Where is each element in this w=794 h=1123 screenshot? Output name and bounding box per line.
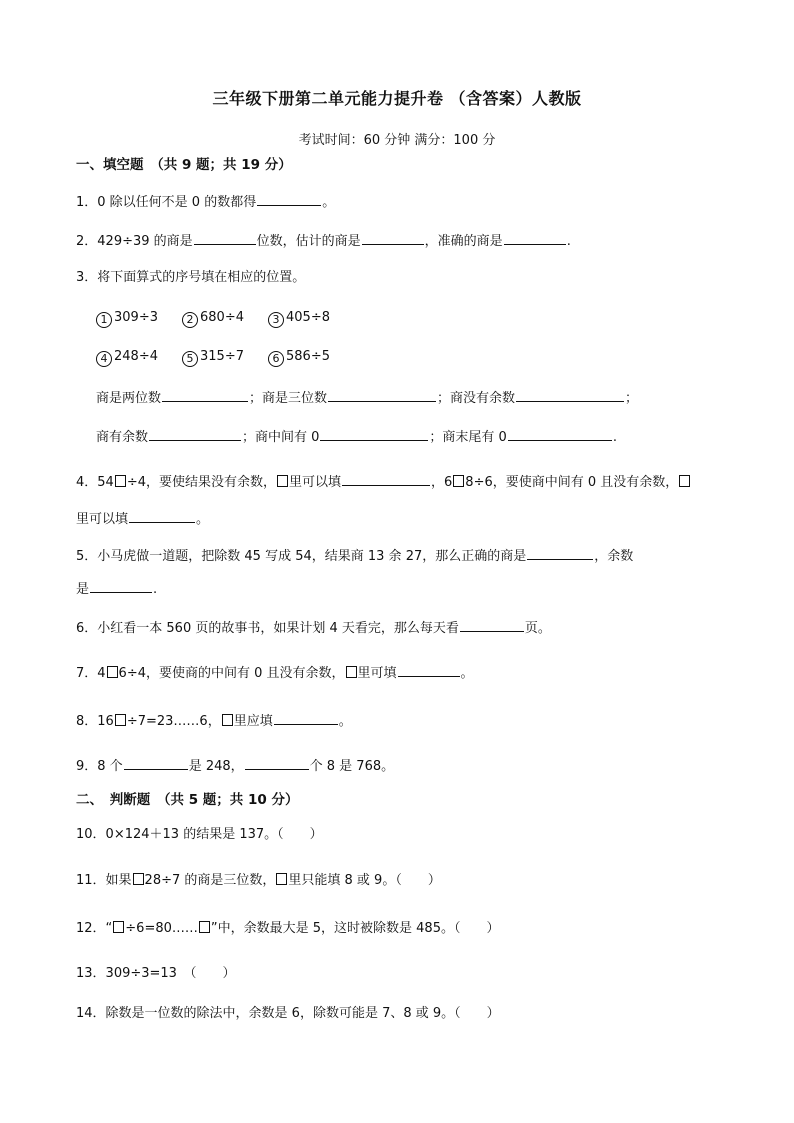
answer-blank[interactable] bbox=[320, 426, 428, 441]
q2-text-b: 位数，估计的商是 bbox=[256, 234, 361, 249]
square-placeholder-icon bbox=[276, 873, 287, 885]
q1-text: 1．0 除以任何不是 0 的数都得 bbox=[76, 195, 257, 210]
circled-number: 3 bbox=[268, 312, 284, 328]
question-3: 3．将下面算式的序号填在相应的位置。 bbox=[76, 270, 306, 285]
q12-text: ÷6=80…… bbox=[125, 921, 198, 936]
option-expr: 309÷3 bbox=[114, 310, 158, 325]
question-7 bbox=[76, 662, 474, 683]
q2-text-a: 2．429÷39 的商是 bbox=[76, 234, 193, 249]
q3-options-row-2 bbox=[96, 348, 330, 367]
option-6 bbox=[268, 348, 330, 367]
square-placeholder-icon bbox=[107, 666, 118, 678]
q7-text: 里可填 bbox=[357, 666, 397, 681]
answer-blank[interactable] bbox=[90, 578, 152, 593]
q5-text: 是 bbox=[76, 582, 90, 597]
circled-number: 6 bbox=[268, 351, 284, 367]
q3-answers-row-2 bbox=[96, 426, 617, 447]
answer-blank[interactable] bbox=[245, 755, 309, 770]
q4-text: 。 bbox=[196, 512, 210, 527]
question-10: 10．0×124＋13 的结果是 137。（ ） bbox=[76, 827, 323, 842]
option-expr: 680÷4 bbox=[200, 310, 244, 325]
option-5 bbox=[182, 348, 268, 367]
answer-blank[interactable] bbox=[508, 426, 612, 441]
q3-label: ；商是三位数 bbox=[249, 391, 328, 406]
q3-label: ；商没有余数 bbox=[437, 391, 516, 406]
q3-label: . bbox=[612, 430, 617, 445]
section-fill-blank-heading: 一、填空题 （共 9 题；共 19 分） bbox=[76, 157, 292, 173]
answer-blank[interactable] bbox=[129, 508, 195, 523]
q3-label: 商是两位数 bbox=[96, 391, 162, 406]
page-title: 三年级下册第二单元能力提升卷 （含答案）人教版 bbox=[212, 89, 582, 108]
square-placeholder-icon bbox=[453, 475, 464, 487]
q7-text: 。 bbox=[460, 666, 474, 681]
q3-label: ；商中间有 0 bbox=[242, 430, 320, 445]
question-14: 14．除数是一位数的除法中，余数是 6，除数可能是 7、8 或 9。（ ） bbox=[76, 1006, 500, 1021]
question-1 bbox=[76, 191, 335, 212]
question-8 bbox=[76, 710, 352, 731]
q5-text: 5．小马虎做一道题，把除数 45 写成 54，结果商 13 余 27，那么正确的商是 bbox=[76, 549, 527, 564]
answer-blank[interactable] bbox=[257, 191, 321, 206]
square-placeholder-icon bbox=[115, 714, 126, 726]
answer-blank[interactable] bbox=[460, 617, 524, 632]
q2-text-c: ，准确的商是 bbox=[424, 234, 503, 249]
question-11 bbox=[76, 872, 441, 890]
option-expr: 405÷8 bbox=[286, 310, 330, 325]
square-placeholder-icon bbox=[113, 921, 124, 933]
q7-text: 6÷4，要使商的中间有 0 且没有余数， bbox=[118, 666, 345, 681]
q3-answers-row-1 bbox=[96, 387, 638, 408]
q3-label: 商有余数 bbox=[96, 430, 149, 445]
question-12 bbox=[76, 920, 499, 938]
option-expr: 248÷4 bbox=[114, 349, 158, 364]
q5-text: . bbox=[153, 582, 158, 597]
exam-info: 考试时间：60 分钟 满分：100 分 bbox=[298, 133, 496, 148]
q3-label: ； bbox=[625, 391, 639, 406]
answer-blank[interactable] bbox=[162, 387, 248, 402]
answer-blank[interactable] bbox=[124, 755, 188, 770]
answer-blank[interactable] bbox=[274, 710, 338, 725]
question-4-cont bbox=[76, 508, 209, 529]
q4-text: 里可以填 bbox=[76, 512, 129, 527]
answer-blank[interactable] bbox=[504, 230, 566, 245]
circled-number: 5 bbox=[182, 351, 198, 367]
square-placeholder-icon bbox=[679, 475, 690, 487]
option-expr: 315÷7 bbox=[200, 349, 244, 364]
answer-blank[interactable] bbox=[149, 426, 241, 441]
option-4 bbox=[96, 348, 182, 367]
square-placeholder-icon bbox=[277, 475, 288, 487]
q3-options-row-1 bbox=[96, 309, 330, 328]
section-true-false-heading: 二、 判断题 （共 5 题；共 10 分） bbox=[76, 792, 299, 808]
q1-end: 。 bbox=[322, 195, 336, 210]
circled-number: 2 bbox=[182, 312, 198, 328]
q5-text: ，余数 bbox=[594, 549, 634, 564]
square-placeholder-icon bbox=[222, 714, 233, 726]
option-2 bbox=[182, 309, 268, 328]
q12-text: 12．“ bbox=[76, 921, 113, 936]
option-1 bbox=[96, 309, 182, 328]
square-placeholder-icon bbox=[346, 666, 357, 678]
square-placeholder-icon bbox=[115, 475, 126, 487]
circled-number: 1 bbox=[96, 312, 112, 328]
question-2 bbox=[76, 230, 571, 251]
option-3 bbox=[268, 309, 330, 328]
q4-text: 4．54 bbox=[76, 475, 114, 490]
question-5-cont bbox=[76, 578, 157, 599]
q9-text: 9．8 个 bbox=[76, 759, 123, 774]
q8-text: 8．16 bbox=[76, 714, 114, 729]
answer-blank[interactable] bbox=[362, 230, 424, 245]
q8-text: 里应填 bbox=[233, 714, 273, 729]
option-expr: 586÷5 bbox=[286, 349, 330, 364]
q3-label: ；商末尾有 0 bbox=[429, 430, 507, 445]
answer-blank[interactable] bbox=[328, 387, 436, 402]
q4-text: 8÷6，要使商中间有 0 且没有余数， bbox=[465, 475, 679, 490]
answer-blank[interactable] bbox=[516, 387, 624, 402]
square-placeholder-icon bbox=[199, 921, 210, 933]
question-9 bbox=[76, 755, 394, 776]
q9-text: 个 8 是 768。 bbox=[309, 759, 395, 774]
question-4 bbox=[76, 471, 691, 492]
q4-text: ÷4，要使结果没有余数， bbox=[126, 475, 276, 490]
q6-text: 页。 bbox=[524, 621, 551, 636]
answer-blank[interactable] bbox=[527, 545, 593, 560]
square-placeholder-icon bbox=[133, 873, 144, 885]
q4-text: ，6 bbox=[431, 475, 453, 490]
q8-text: 。 bbox=[338, 714, 352, 729]
q8-text: ÷7=23……6， bbox=[126, 714, 221, 729]
q11-text: 11．如果 bbox=[76, 873, 132, 888]
q6-text: 6．小红看一本 560 页的故事书，如果计划 4 天看完，那么每天看 bbox=[76, 621, 459, 636]
q11-text: 里只能填 8 或 9。（ ） bbox=[288, 873, 441, 888]
q12-text: ”中，余数最大是 5，这时被除数是 485。（ ） bbox=[210, 921, 500, 936]
q7-text: 7．4 bbox=[76, 666, 106, 681]
q2-text-d: . bbox=[566, 234, 571, 249]
answer-blank[interactable] bbox=[398, 662, 460, 677]
circled-number: 4 bbox=[96, 351, 112, 367]
q11-text: 28÷7 的商是三位数， bbox=[144, 873, 276, 888]
question-6 bbox=[76, 617, 551, 638]
answer-blank[interactable] bbox=[342, 471, 430, 486]
q4-text: 里可以填 bbox=[289, 475, 342, 490]
q9-text: 是 248， bbox=[188, 759, 244, 774]
question-13: 13．309÷3=13 （ ） bbox=[76, 966, 236, 981]
answer-blank[interactable] bbox=[194, 230, 256, 245]
question-5 bbox=[76, 545, 633, 566]
